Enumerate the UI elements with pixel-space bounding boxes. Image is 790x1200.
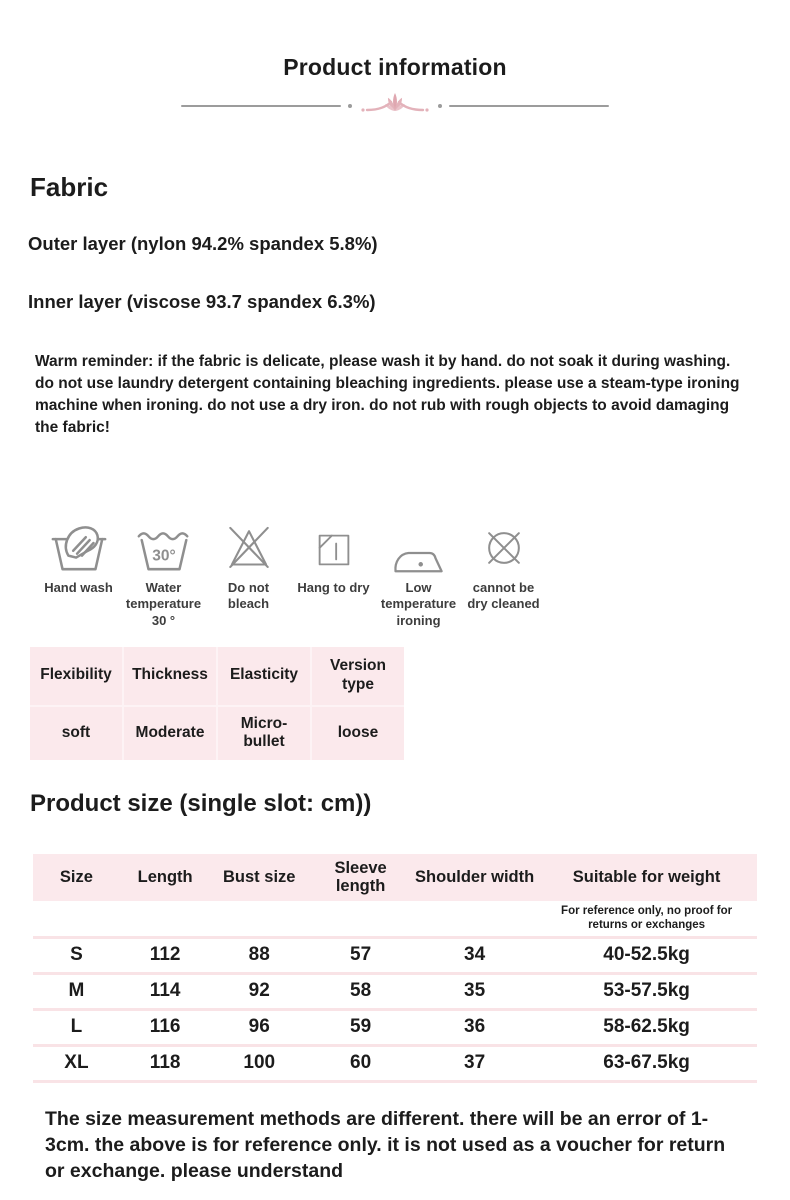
care-item-water-temperature (121, 513, 206, 629)
cell-sleeve: 60 (350, 1052, 372, 1074)
cell-shoulder: 36 (464, 1016, 486, 1038)
cell-length: 112 (149, 944, 181, 966)
attr-header-thickness: Thickness (124, 647, 216, 705)
cell-weight: 53-57.5kg (603, 980, 690, 1002)
size-header-size: Size (59, 867, 93, 886)
low-temperature-ironing-icon (390, 533, 448, 573)
cell-bust: 96 (248, 1016, 270, 1038)
cell-weight: 40-52.5kg (603, 944, 690, 966)
size-table-row-s (33, 936, 757, 972)
decorative-divider (0, 89, 790, 126)
care-item-no-dry-clean (461, 513, 546, 629)
care-label: Do not bleach (227, 580, 270, 612)
size-disclaimer-text: The size measurement methods are different. there will be an error of 1-3cm. the above is for reference only. it is not used as a voucher for return or exchange. please understand (45, 1107, 726, 1182)
attr-value-version-type: loose (312, 707, 404, 760)
hang-to-dry-icon (311, 527, 357, 573)
care-label: cannot be dry cleaned (467, 580, 540, 612)
water-temperature-icon (133, 515, 195, 573)
care-item-do-not-bleach (206, 513, 291, 629)
attr-header-elasticity: Elasticity (218, 647, 310, 705)
cell-shoulder: 34 (464, 944, 486, 966)
attr-value-flexibility: soft (30, 707, 122, 760)
do-not-bleach-icon (223, 517, 275, 573)
cell-length: 118 (149, 1052, 181, 1074)
size-table-header-row (33, 854, 757, 901)
fabric-attributes-table (30, 647, 404, 760)
size-header-bust: Bust size (223, 867, 296, 886)
divider-ornament-icon (180, 89, 610, 121)
hand-wash-icon (48, 515, 110, 573)
attr-value-thickness: Moderate (124, 707, 216, 760)
page-title: Product information (283, 54, 507, 80)
cell-bust: 92 (248, 980, 270, 1002)
cell-size: M (68, 980, 85, 1002)
care-item-hand-wash (36, 513, 121, 629)
care-label: Low temperature ironing (380, 580, 457, 628)
size-table-row-m (33, 972, 757, 1008)
cell-bust: 88 (248, 944, 270, 966)
cell-bust: 100 (243, 1052, 276, 1074)
fabric-heading: Fabric (30, 172, 109, 202)
size-header-sleeve: Sleeve length (334, 858, 387, 896)
attr-header-flexibility: Flexibility (30, 647, 122, 705)
cell-sleeve: 57 (350, 944, 372, 966)
product-size-heading: Product size (single slot: cm)) (30, 789, 372, 817)
care-label: Hang to dry (297, 580, 370, 595)
size-header-length: Length (137, 867, 193, 886)
cell-weight: 63-67.5kg (603, 1052, 690, 1074)
attr-header-version-type: Version type (312, 647, 404, 705)
care-instructions-row (36, 513, 546, 629)
care-item-low-temperature-ironing (376, 513, 461, 629)
care-label: Water temperature 30 ° (125, 580, 202, 628)
cell-shoulder: 37 (464, 1052, 486, 1074)
size-table-note-row (33, 901, 757, 936)
weight-reference-note: For reference only, no proof for returns or exchanges (561, 904, 733, 932)
cell-length: 114 (149, 980, 181, 1002)
cell-size: L (70, 1016, 83, 1038)
size-header-shoulder: Shoulder width (415, 867, 535, 886)
cell-size: S (70, 944, 83, 966)
cell-shoulder: 35 (464, 980, 486, 1002)
cell-sleeve: 59 (350, 1016, 372, 1038)
water-temperature-value: 30° (151, 547, 176, 565)
cell-weight: 58-62.5kg (603, 1016, 690, 1038)
attr-value-elasticity: Micro-bullet (218, 707, 310, 760)
warm-reminder-text: Warm reminder: if the fabric is delicate, please wash it by hand. do not soak it during washing. do not use laundry detergent containing bleaching ingredients. please use a steam-type ironing machine when ironing. do not use a dry iron. do not rub with rough objects to avoid damaging the fabric! (35, 353, 740, 436)
inner-layer-composition: Inner layer (viscose 93.7 spandex 6.3%) (28, 291, 376, 312)
cell-sleeve: 58 (350, 980, 372, 1002)
care-label: Hand wash (44, 580, 113, 595)
cell-size: XL (64, 1052, 89, 1074)
care-item-hang-to-dry (291, 513, 376, 629)
cell-length: 116 (149, 1016, 181, 1038)
size-table-row-xl (33, 1044, 757, 1080)
no-dry-clean-icon (479, 523, 529, 573)
size-header-weight: Suitable for weight (572, 867, 721, 886)
size-chart-table (33, 854, 757, 1083)
size-table-row-l (33, 1008, 757, 1044)
outer-layer-composition: Outer layer (nylon 94.2% spandex 5.8%) (28, 233, 378, 254)
